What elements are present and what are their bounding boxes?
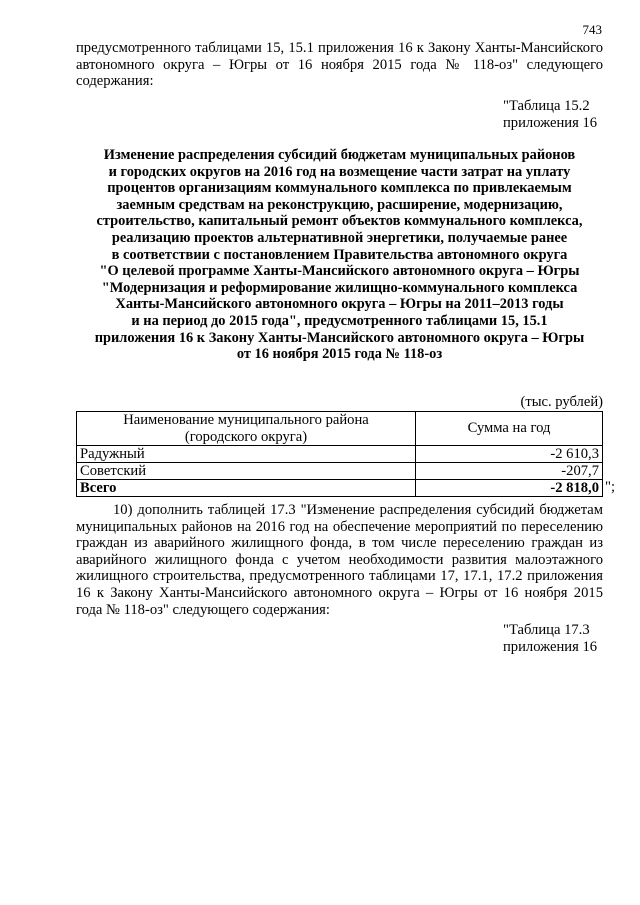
title-line: "Модернизация и реформирование жилищно-коммунального комплекса xyxy=(101,279,578,296)
table-reference-15-2 xyxy=(503,98,597,132)
table-reference-line: приложения 16 xyxy=(503,639,598,655)
page-number: 743 xyxy=(582,22,602,37)
table-reference-line: приложения 16 xyxy=(503,115,598,131)
row-value: -207,7 xyxy=(416,463,603,480)
title-line: Изменение распределения субсидий бюджетам муниципальных районов xyxy=(103,147,576,163)
header-annual-sum: Сумма на год xyxy=(416,412,603,446)
total-label: Всего xyxy=(77,480,416,497)
title-line: в соответствии с постановлением Правительства автономного округа xyxy=(111,246,568,263)
row-name: Советский xyxy=(77,463,416,480)
table-row xyxy=(77,446,603,463)
table-row xyxy=(77,463,603,480)
item-10-paragraph: 10) дополнить таблицей 17.3 "Изменение распределения субсидий бюджетам муниципальных районов на 2016 год на обеспечение мероприятий по переселению граждан из аварийного жилищного фонда, в том числе переселению граждан из аварийного жилищного фонда с учетом необходимости развития малоэтажного жилищного строительства, предусмотренного таблицами 17, 17.1, 17.2 приложения 16 к Закону Ханты-Мансийского автономного округа – Югры от 16 ноября 2015 года № 118-оз" следующего содержания: xyxy=(76,502,603,618)
header-municipality-line: Наименование муниципального района xyxy=(123,412,369,428)
title-line: приложения 16 к Закону Ханты-Мансийского автономного округа – Югры xyxy=(94,329,585,346)
title-line: заемным средствам на реконструкцию, расширение, модернизацию, xyxy=(116,196,563,213)
title-line: Ханты-Мансийского автономного округа – Югры на 2011–2013 годы xyxy=(115,296,564,313)
title-line: реализацию проектов альтернативной энергетики, получаемые ранее xyxy=(111,229,568,246)
subsidy-table xyxy=(76,411,603,497)
title-line: и на период до 2015 года", предусмотренного таблицами 15, 15.1 xyxy=(131,312,548,329)
row-value: -2 610,3 xyxy=(416,446,603,463)
table-total-row xyxy=(77,480,603,497)
title-line: процентов организациям коммунального комплекса по привлекаемым xyxy=(107,180,572,197)
title-line: строительство, капитальный ремонт объектов коммунального комплекса, xyxy=(96,213,583,230)
title-line: "О целевой программе Ханты-Мансийского автономного округа – Югры xyxy=(99,263,580,280)
table-reference-line: "Таблица 15.2 xyxy=(503,98,590,114)
intro-paragraph: предусмотренного таблицами 15, 15.1 приложения 16 к Закону Ханты-Мансийского автономного округа – Югры от 16 ноября 2015 года № 118-оз" следующего содержания: xyxy=(76,40,603,90)
table-title xyxy=(76,147,603,363)
header-municipality-line: (городского округа) xyxy=(184,428,308,445)
total-value: -2 818,0 xyxy=(416,480,603,497)
header-municipality xyxy=(77,412,416,446)
closing-quote-mark: "; xyxy=(605,479,616,495)
table-reference-17-3 xyxy=(503,622,597,656)
units-label: (тыс. рублей) xyxy=(520,394,603,410)
title-line: от 16 ноября 2015 года № 118-оз xyxy=(236,346,443,363)
title-line: и городских округов на 2016 год на возмещение части затрат на уплату xyxy=(108,163,571,180)
row-name: Радужный xyxy=(77,446,416,463)
table-header-row xyxy=(77,412,603,446)
table-reference-line: "Таблица 17.3 xyxy=(503,622,590,638)
